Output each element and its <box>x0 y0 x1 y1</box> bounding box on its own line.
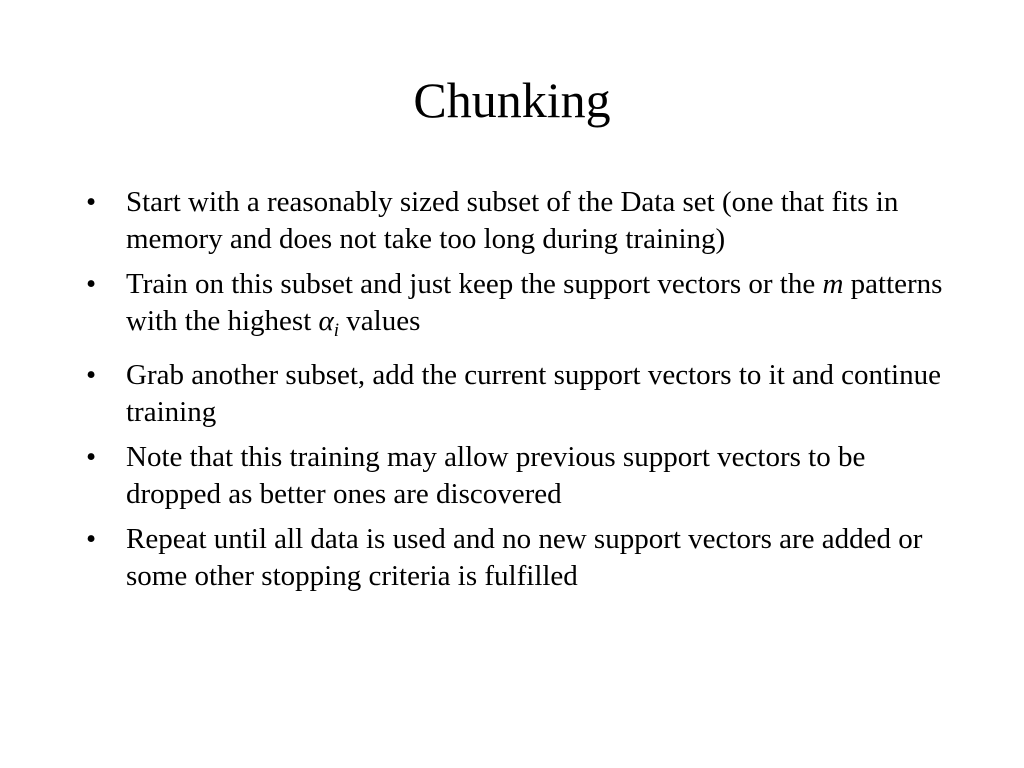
variable-alpha: α <box>318 305 334 337</box>
subscript-i: i <box>333 320 340 341</box>
bullet-item-3 <box>84 357 954 431</box>
bullet-list <box>84 184 954 603</box>
bullet-marker: • <box>86 523 97 555</box>
bullet-text-part: Train on this subset and just keep the support vectors or the <box>126 268 823 300</box>
bullet-text: Grab another subset, add the current support vectors to it and continue training <box>126 359 941 428</box>
variable-m: m <box>822 268 844 300</box>
bullet-item-4 <box>84 439 954 513</box>
bullet-item-1 <box>84 184 954 258</box>
bullet-item-2 <box>84 266 954 349</box>
bullet-text: Start with a reasonably sized subset of the Data set (one that fits in memory and does not take too long during training) <box>126 186 899 255</box>
bullet-marker: • <box>86 441 97 473</box>
slide-title: Chunking <box>413 72 611 128</box>
bullet-marker: • <box>86 359 97 391</box>
bullet-item-5 <box>84 521 954 595</box>
bullet-text: Note that this training may allow previous support vectors to be dropped as better ones are discovered <box>126 441 866 510</box>
bullet-marker: • <box>86 268 97 300</box>
bullet-text: Repeat until all data is used and no new support vectors are added or some other stopping criteria is fulfilled <box>126 523 923 592</box>
bullet-marker: • <box>86 186 97 218</box>
bullet-text-part: patterns with the highest <box>126 268 943 337</box>
bullet-text-part: values <box>339 305 421 337</box>
